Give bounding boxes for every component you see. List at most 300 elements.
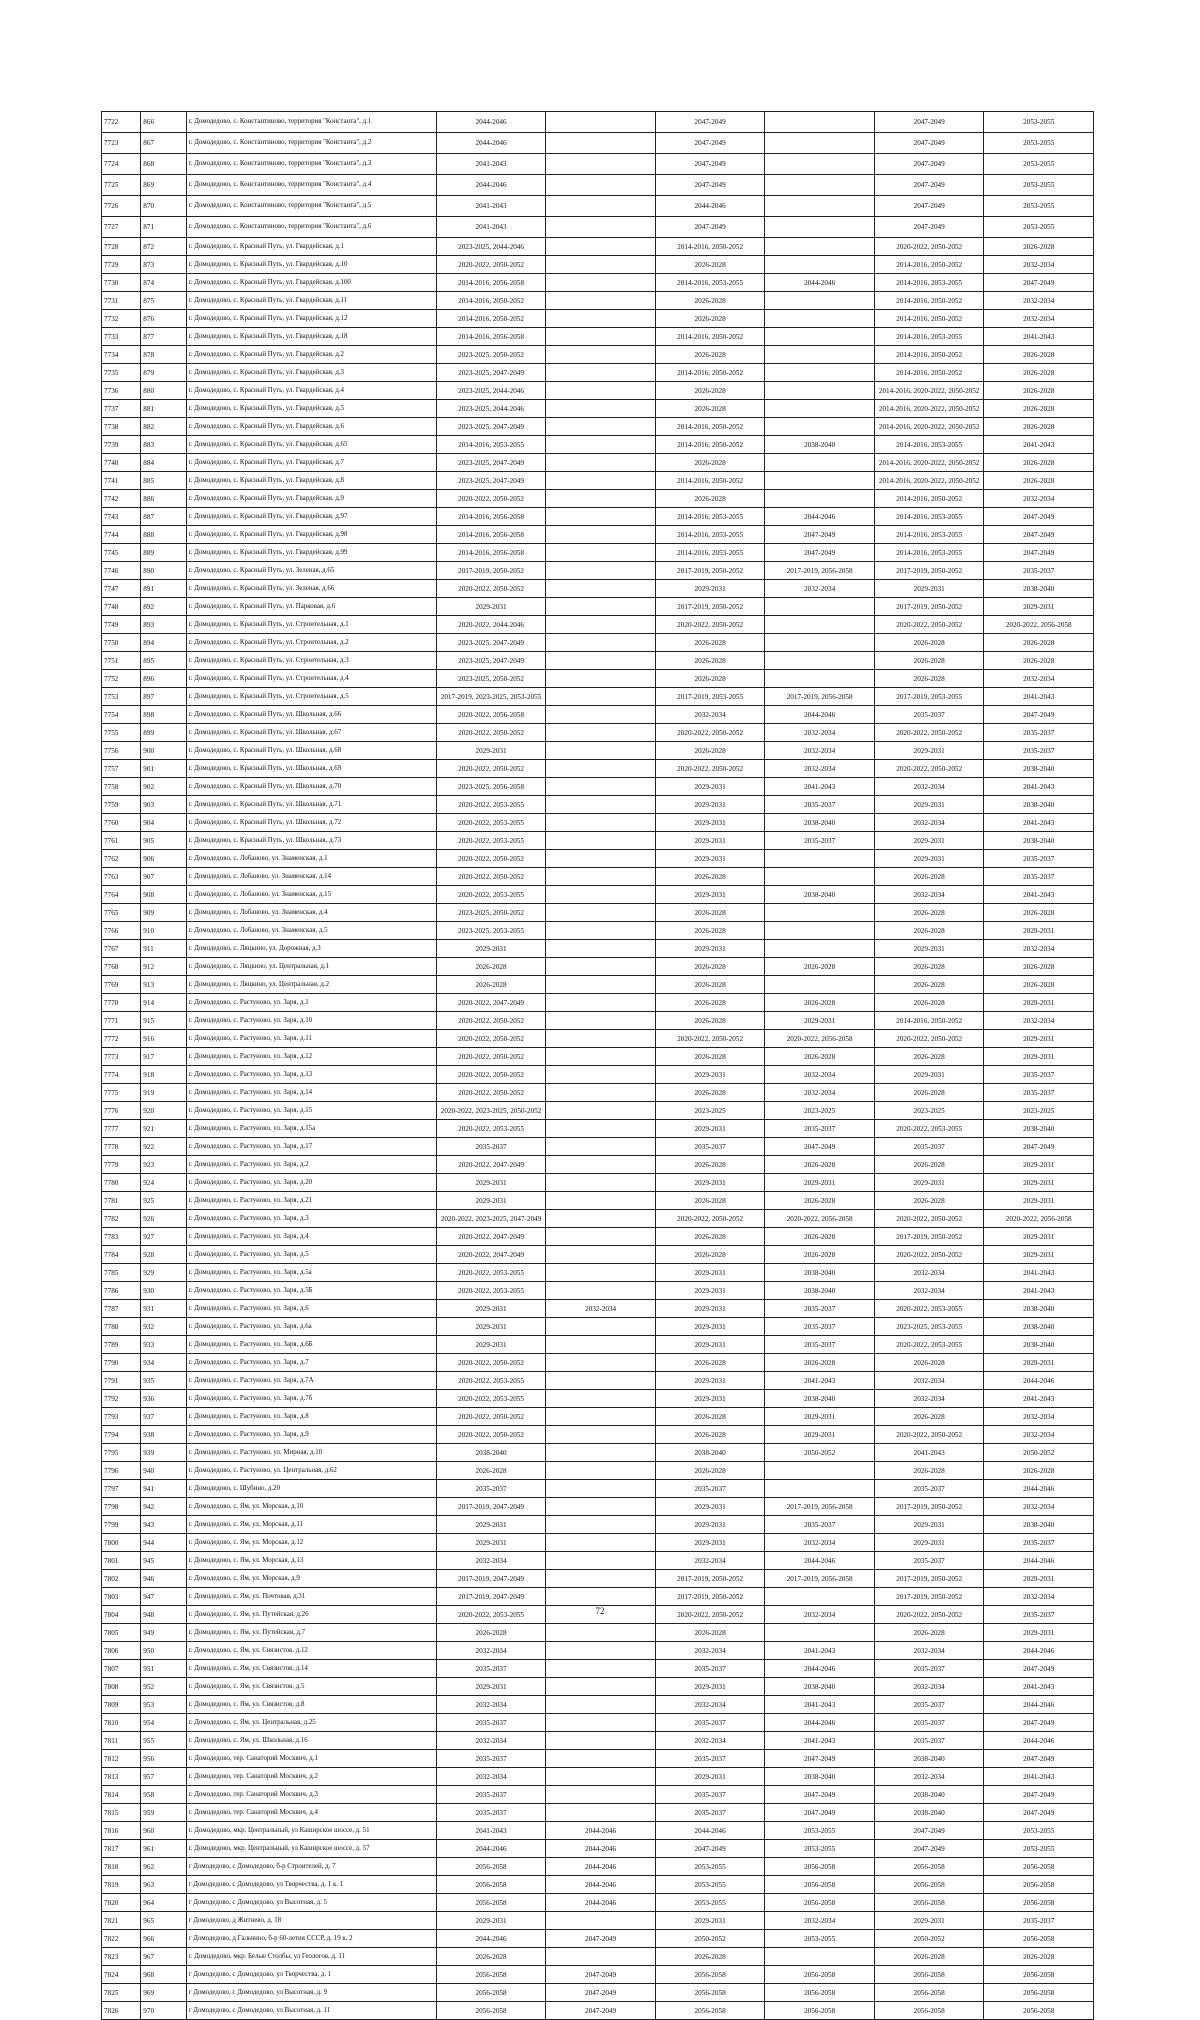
period-cell-1: 2020-2022, 2050-2052 (436, 1030, 546, 1048)
sub-index-cell: 938 (141, 1426, 186, 1444)
period-cell-6: 2035-2037 (984, 1066, 1094, 1084)
period-cell-6: 2041-2043 (984, 328, 1094, 346)
period-cell-2 (546, 1552, 656, 1570)
row-index-cell: 7740 (102, 454, 141, 472)
sub-index-cell: 924 (141, 1174, 186, 1192)
period-cell-5: 2017-2019, 2050-2052 (874, 1498, 984, 1516)
period-cell-2 (546, 1534, 656, 1552)
period-cell-4 (765, 1624, 875, 1642)
address-cell: г. Домодедово, с. Ям, ул. Центральная, д.25 (186, 1714, 436, 1732)
table-row (102, 1498, 1094, 1516)
sub-index-cell: 909 (141, 904, 186, 922)
sub-index-cell: 867 (141, 133, 186, 154)
address-cell: г. Домодедово, с. Ям, ул. Путейская, д.7 (186, 1624, 436, 1642)
period-cell-1: 2056-2058 (436, 1858, 546, 1876)
address-cell: г. Домодедово, с. Лобаново, ул. Знаменская, д.1 (186, 850, 436, 868)
address-cell: г. Домодедово, с. Красный Путь, ул. Зеленая, д.66 (186, 580, 436, 598)
address-cell: г. Домодедово, с. Растуново, ул. Заря, д.6а (186, 1318, 436, 1336)
period-cell-1: 2020-2022, 2047-2049 (436, 1228, 546, 1246)
period-cell-1: 2044-2046 (436, 175, 546, 196)
table-row (102, 1318, 1094, 1336)
period-cell-3: 2014-2016, 2053-2055 (655, 544, 765, 562)
period-cell-5: 2047-2049 (874, 217, 984, 238)
period-cell-4: 2032-2034 (765, 1084, 875, 1102)
period-cell-1: 2023-2025, 2044-2046 (436, 382, 546, 400)
sub-index-cell: 884 (141, 454, 186, 472)
period-cell-4: 2029-2031 (765, 1174, 875, 1192)
period-cell-5: 2020-2022, 2050-2052 (874, 1606, 984, 1624)
row-index-cell: 7785 (102, 1264, 141, 1282)
period-cell-3: 2020-2022, 2050-2052 (655, 724, 765, 742)
period-cell-3: 2026-2028 (655, 1948, 765, 1966)
table-row (102, 1642, 1094, 1660)
period-cell-4: 2035-2037 (765, 1318, 875, 1336)
address-cell: г. Домодедово, с. Ям, ул. Связистов, д.8 (186, 1696, 436, 1714)
period-cell-2 (546, 796, 656, 814)
period-cell-5: 2026-2028 (874, 976, 984, 994)
period-cell-6: 2032-2034 (984, 1012, 1094, 1030)
row-index-cell: 7794 (102, 1426, 141, 1444)
period-cell-5: 2014-2016, 2050-2052 (874, 1012, 984, 1030)
address-cell: г. Домодедово, с. Растуново, ул. Заря, д.10 (186, 1012, 436, 1030)
period-cell-4 (765, 976, 875, 994)
row-index-cell: 7823 (102, 1948, 141, 1966)
period-cell-4: 2038-2040 (765, 1390, 875, 1408)
sub-index-cell: 923 (141, 1156, 186, 1174)
period-cell-1: 2035-2037 (436, 1804, 546, 1822)
table-row (102, 1138, 1094, 1156)
period-cell-5: 2017-2019, 2050-2052 (874, 1570, 984, 1588)
period-cell-3: 2035-2037 (655, 1138, 765, 1156)
table-row (102, 688, 1094, 706)
sub-index-cell: 939 (141, 1444, 186, 1462)
address-cell: г. Домодедово, мкр. Центральный, ул Каширское шоссе, д. 57 (186, 1840, 436, 1858)
period-cell-2 (546, 1786, 656, 1804)
period-cell-3: 2014-2016, 2050-2052 (655, 418, 765, 436)
table-row (102, 2002, 1094, 2020)
period-cell-4 (765, 652, 875, 670)
period-cell-5: 2026-2028 (874, 922, 984, 940)
row-index-cell: 7772 (102, 1030, 141, 1048)
period-cell-4: 2026-2028 (765, 1246, 875, 1264)
row-index-cell: 7753 (102, 688, 141, 706)
row-index-cell: 7801 (102, 1552, 141, 1570)
period-cell-4: 2035-2037 (765, 796, 875, 814)
row-index-cell: 7756 (102, 742, 141, 760)
period-cell-6: 2020-2022, 2056-2058 (984, 616, 1094, 634)
period-cell-5: 2047-2049 (874, 196, 984, 217)
period-cell-3: 2026-2028 (655, 958, 765, 976)
row-index-cell: 7761 (102, 832, 141, 850)
period-cell-6: 2026-2028 (984, 904, 1094, 922)
period-cell-5: 2035-2037 (874, 1714, 984, 1732)
period-cell-2 (546, 1750, 656, 1768)
period-cell-5: 2035-2037 (874, 1480, 984, 1498)
period-cell-5: 2026-2028 (874, 634, 984, 652)
period-cell-4: 2032-2034 (765, 724, 875, 742)
period-cell-2: 2044-2046 (546, 1858, 656, 1876)
period-cell-1: 2014-2016, 2056-2058 (436, 274, 546, 292)
address-cell: г. Домодедово, с. Растуново, ул. Заря, д.13 (186, 1066, 436, 1084)
table-row (102, 418, 1094, 436)
period-cell-1: 2029-2031 (436, 1678, 546, 1696)
period-cell-1: 2056-2058 (436, 1966, 546, 1984)
sub-index-cell: 875 (141, 292, 186, 310)
sub-index-cell: 951 (141, 1660, 186, 1678)
period-cell-4: 2038-2040 (765, 886, 875, 904)
address-cell: г. Домодедово, с. Растуново, ул. Заря, д.17 (186, 1138, 436, 1156)
table-row (102, 526, 1094, 544)
period-cell-3: 2029-2031 (655, 1912, 765, 1930)
table-row (102, 400, 1094, 418)
period-cell-4 (765, 454, 875, 472)
period-cell-3: 2047-2049 (655, 112, 765, 133)
row-index-cell: 7747 (102, 580, 141, 598)
period-cell-6: 2047-2049 (984, 706, 1094, 724)
period-cell-4 (765, 634, 875, 652)
period-cell-1: 2020-2022, 2053-2055 (436, 1120, 546, 1138)
row-index-cell: 7757 (102, 760, 141, 778)
period-cell-3: 2029-2031 (655, 940, 765, 958)
address-cell: г. Домодедово, с. Красный Путь, ул. Гвардейская, д.10 (186, 256, 436, 274)
period-cell-6: 2044-2046 (984, 1552, 1094, 1570)
period-cell-2 (546, 274, 656, 292)
table-row (102, 1012, 1094, 1030)
period-cell-2 (546, 976, 656, 994)
period-cell-6: 2029-2031 (984, 994, 1094, 1012)
period-cell-6: 2041-2043 (984, 1768, 1094, 1786)
row-index-cell: 7731 (102, 292, 141, 310)
period-cell-2 (546, 1228, 656, 1246)
period-cell-5: 2014-2016, 2020-2022, 2050-2052 (874, 418, 984, 436)
sub-index-cell: 898 (141, 706, 186, 724)
period-cell-2 (546, 1768, 656, 1786)
period-cell-1: 2023-2025, 2056-2058 (436, 778, 546, 796)
period-cell-6: 2026-2028 (984, 652, 1094, 670)
table-row (102, 154, 1094, 175)
address-cell: г. Домодедово, с. Красный Путь, ул. Строительная, д.2 (186, 634, 436, 652)
period-cell-1: 2032-2034 (436, 1642, 546, 1660)
period-cell-3: 2014-2016, 2053-2055 (655, 526, 765, 544)
period-cell-3: 2026-2028 (655, 1246, 765, 1264)
address-cell: г. Домодедово, с. Красный Путь, ул. Гвардейская, д.4 (186, 382, 436, 400)
row-index-cell: 7748 (102, 598, 141, 616)
period-cell-4: 2047-2049 (765, 1750, 875, 1768)
period-cell-4: 2026-2028 (765, 1048, 875, 1066)
period-cell-3: 2044-2046 (655, 1822, 765, 1840)
period-cell-3: 2053-2055 (655, 1894, 765, 1912)
period-cell-5: 2047-2049 (874, 175, 984, 196)
table-row (102, 1048, 1094, 1066)
period-cell-2 (546, 382, 656, 400)
address-cell: г. Домодедово, с. Растуново, ул. Заря, д.5 (186, 1246, 436, 1264)
period-cell-4 (765, 850, 875, 868)
address-schedule-table (101, 111, 1094, 2020)
table-row (102, 1174, 1094, 1192)
period-cell-5: 2032-2034 (874, 1390, 984, 1408)
period-cell-3: 2035-2037 (655, 1660, 765, 1678)
address-cell: г. Домодедово, с. Красный Путь, ул. Зеленая, д.65 (186, 562, 436, 580)
period-cell-4: 2041-2043 (765, 1732, 875, 1750)
period-cell-2 (546, 688, 656, 706)
period-cell-6: 2044-2046 (984, 1732, 1094, 1750)
table-row (102, 868, 1094, 886)
address-cell: г. Домодедово, тер. Санаторий Москвич, д.4 (186, 1804, 436, 1822)
sub-index-cell: 907 (141, 868, 186, 886)
table-row (102, 1426, 1094, 1444)
period-cell-1: 2023-2025, 2050-2052 (436, 904, 546, 922)
period-cell-3: 2029-2031 (655, 1372, 765, 1390)
table-row (102, 616, 1094, 634)
sub-index-cell: 942 (141, 1498, 186, 1516)
period-cell-4: 2056-2058 (765, 1858, 875, 1876)
period-cell-1: 2014-2016, 2050-2052 (436, 292, 546, 310)
period-cell-2 (546, 346, 656, 364)
period-cell-2 (546, 1948, 656, 1966)
table-row (102, 1120, 1094, 1138)
period-cell-5: 2020-2022, 2050-2052 (874, 760, 984, 778)
period-cell-2 (546, 652, 656, 670)
period-cell-3: 2026-2028 (655, 1192, 765, 1210)
table-row (102, 175, 1094, 196)
address-cell: г. Домодедово, с. Красный Путь, ул. Школьная, д.66 (186, 706, 436, 724)
row-index-cell: 7824 (102, 1966, 141, 1984)
address-cell: г. Домодедово, с. Константиново, территория "Константа", д.1 (186, 112, 436, 133)
period-cell-4: 2047-2049 (765, 1786, 875, 1804)
period-cell-1: 2041-2043 (436, 1822, 546, 1840)
period-cell-5: 2026-2028 (874, 1624, 984, 1642)
table-row (102, 1840, 1094, 1858)
sub-index-cell: 949 (141, 1624, 186, 1642)
period-cell-1: 2020-2022, 2053-2055 (436, 1606, 546, 1624)
period-cell-5: 2035-2037 (874, 1732, 984, 1750)
period-cell-5: 2032-2034 (874, 778, 984, 796)
address-cell: г. Домодедово, с. Красный Путь, ул. Гвардейская, д.100 (186, 274, 436, 292)
period-cell-5: 2038-2040 (874, 1804, 984, 1822)
period-cell-5: 2020-2022, 2050-2052 (874, 1426, 984, 1444)
period-cell-5: 2026-2028 (874, 1354, 984, 1372)
row-index-cell: 7815 (102, 1804, 141, 1822)
period-cell-1: 2023-2025, 2047-2049 (436, 634, 546, 652)
period-cell-2 (546, 742, 656, 760)
address-cell: г. Домодедово, мкр. Центральный, ул Каширское шоссе, д. 51 (186, 1822, 436, 1840)
period-cell-5: 2014-2016, 2050-2052 (874, 256, 984, 274)
row-index-cell: 7768 (102, 958, 141, 976)
sub-index-cell: 937 (141, 1408, 186, 1426)
period-cell-6: 2053-2055 (984, 217, 1094, 238)
address-cell: г. Домодедово, с. Красный Путь, ул. Гвардейская, д.3 (186, 364, 436, 382)
period-cell-3: 2050-2052 (655, 1930, 765, 1948)
period-cell-2 (546, 1912, 656, 1930)
period-cell-2: 2044-2046 (546, 1840, 656, 1858)
sub-index-cell: 956 (141, 1750, 186, 1768)
table-row (102, 310, 1094, 328)
row-index-cell: 7754 (102, 706, 141, 724)
table-row (102, 1822, 1094, 1840)
period-cell-1: 2044-2046 (436, 112, 546, 133)
address-cell: г Домодедово, с Домодедово, ул Творчества, д. 1 к. 1 (186, 1876, 436, 1894)
period-cell-3: 2029-2031 (655, 850, 765, 868)
sub-index-cell: 910 (141, 922, 186, 940)
period-cell-2: 2044-2046 (546, 1876, 656, 1894)
period-cell-6: 2032-2034 (984, 292, 1094, 310)
sub-index-cell: 885 (141, 472, 186, 490)
address-cell: г. Домодедово, тер. Санаторий Москвич, д.1 (186, 1750, 436, 1768)
table-row (102, 994, 1094, 1012)
period-cell-5: 2029-2031 (874, 1066, 984, 1084)
sub-index-cell: 908 (141, 886, 186, 904)
row-index-cell: 7774 (102, 1066, 141, 1084)
period-cell-1: 2044-2046 (436, 1930, 546, 1948)
table-row (102, 1516, 1094, 1534)
period-cell-6: 2044-2046 (984, 1642, 1094, 1660)
period-cell-1: 2056-2058 (436, 1876, 546, 1894)
address-cell: г. Домодедово, с. Ям, ул. Связистов, д.12 (186, 1642, 436, 1660)
address-cell: г Домодедово, с Домодедово, ул Высотная, д. 11 (186, 2002, 436, 2020)
period-cell-1: 2020-2022, 2023-2025, 2050-2052 (436, 1102, 546, 1120)
table-row (102, 196, 1094, 217)
period-cell-6: 2053-2055 (984, 1822, 1094, 1840)
row-index-cell: 7791 (102, 1372, 141, 1390)
period-cell-5: 2017-2019, 2053-2055 (874, 688, 984, 706)
period-cell-5: 2029-2031 (874, 580, 984, 598)
address-cell: г. Домодедово, с. Ям, ул. Морская, д.11 (186, 1516, 436, 1534)
sub-index-cell: 917 (141, 1048, 186, 1066)
sub-index-cell: 930 (141, 1282, 186, 1300)
period-cell-4: 2026-2028 (765, 1192, 875, 1210)
table-row (102, 922, 1094, 940)
period-cell-1: 2029-2031 (436, 1192, 546, 1210)
row-index-cell: 7817 (102, 1840, 141, 1858)
table-row (102, 1552, 1094, 1570)
table-row (102, 508, 1094, 526)
table-row (102, 292, 1094, 310)
period-cell-1: 2035-2037 (436, 1660, 546, 1678)
sub-index-cell: 913 (141, 976, 186, 994)
table-body (102, 112, 1094, 2020)
table-row (102, 133, 1094, 154)
sub-index-cell: 957 (141, 1768, 186, 1786)
period-cell-2 (546, 1732, 656, 1750)
sub-index-cell: 946 (141, 1570, 186, 1588)
period-cell-5: 2020-2022, 2050-2052 (874, 1246, 984, 1264)
period-cell-3: 2053-2055 (655, 1858, 765, 1876)
table-row (102, 217, 1094, 238)
period-cell-5: 2035-2037 (874, 1660, 984, 1678)
row-index-cell: 7787 (102, 1300, 141, 1318)
address-cell: г. Домодедово, с. Константиново, территория "Константа", д.2 (186, 133, 436, 154)
row-index-cell: 7818 (102, 1858, 141, 1876)
period-cell-4 (765, 346, 875, 364)
period-cell-4 (765, 154, 875, 175)
row-index-cell: 7738 (102, 418, 141, 436)
row-index-cell: 7746 (102, 562, 141, 580)
period-cell-4 (765, 1462, 875, 1480)
table-row (102, 274, 1094, 292)
address-cell: г. Домодедово, с. Ям, ул. Связистов, д.5 (186, 1678, 436, 1696)
period-cell-1: 2038-2040 (436, 1444, 546, 1462)
period-cell-4: 2053-2055 (765, 1822, 875, 1840)
period-cell-3: 2029-2031 (655, 1534, 765, 1552)
address-cell: г. Домодедово, с. Красный Путь, ул. Гвардейская, д.9 (186, 490, 436, 508)
period-cell-6: 2029-2031 (984, 1030, 1094, 1048)
period-cell-4: 2044-2046 (765, 274, 875, 292)
period-cell-2 (546, 526, 656, 544)
period-cell-2 (546, 364, 656, 382)
address-cell: г. Домодедово, с. Ям, ул. Морская, д.13 (186, 1552, 436, 1570)
period-cell-3: 2026-2028 (655, 454, 765, 472)
period-cell-4: 2032-2034 (765, 1912, 875, 1930)
period-cell-2 (546, 1714, 656, 1732)
period-cell-2 (546, 310, 656, 328)
row-index-cell: 7809 (102, 1696, 141, 1714)
period-cell-2 (546, 958, 656, 976)
sub-index-cell: 899 (141, 724, 186, 742)
period-cell-4 (765, 328, 875, 346)
period-cell-5: 2017-2019, 2050-2052 (874, 1228, 984, 1246)
period-cell-5: 2029-2031 (874, 742, 984, 760)
period-cell-3: 2014-2016, 2053-2055 (655, 274, 765, 292)
sub-index-cell: 866 (141, 112, 186, 133)
period-cell-5: 2056-2058 (874, 1984, 984, 2002)
sub-index-cell: 967 (141, 1948, 186, 1966)
sub-index-cell: 892 (141, 598, 186, 616)
row-index-cell: 7732 (102, 310, 141, 328)
period-cell-5: 2029-2031 (874, 1174, 984, 1192)
period-cell-3: 2026-2028 (655, 256, 765, 274)
period-cell-5: 2023-2025 (874, 1102, 984, 1120)
period-cell-4 (765, 904, 875, 922)
period-cell-5: 2026-2028 (874, 1048, 984, 1066)
address-cell: г. Домодедово, с. Красный Путь, ул. Строительная, д.5 (186, 688, 436, 706)
period-cell-6: 2029-2031 (984, 1156, 1094, 1174)
period-cell-4: 2047-2049 (765, 1804, 875, 1822)
period-cell-2 (546, 175, 656, 196)
period-cell-2 (546, 1642, 656, 1660)
period-cell-2 (546, 670, 656, 688)
period-cell-3: 2032-2034 (655, 1642, 765, 1660)
period-cell-1: 2029-2031 (436, 1300, 546, 1318)
address-cell: г. Домодедово, с. Ляцкино, ул. Центральная, д.2 (186, 976, 436, 994)
row-index-cell: 7826 (102, 2002, 141, 2020)
table-row (102, 1462, 1094, 1480)
period-cell-4 (765, 196, 875, 217)
period-cell-5: 2032-2034 (874, 1768, 984, 1786)
table-row (102, 1912, 1094, 1930)
period-cell-4: 2035-2037 (765, 832, 875, 850)
address-cell: г. Домодедово, с. Красный Путь, ул. Гвардейская, д.12 (186, 310, 436, 328)
address-cell: г. Домодедово, с. Константиново, территория "Константа", д.3 (186, 154, 436, 175)
period-cell-3: 2029-2031 (655, 814, 765, 832)
period-cell-3: 2026-2028 (655, 1462, 765, 1480)
row-index-cell: 7822 (102, 1930, 141, 1948)
row-index-cell: 7792 (102, 1390, 141, 1408)
table-row (102, 472, 1094, 490)
period-cell-2 (546, 1336, 656, 1354)
period-cell-1: 2026-2028 (436, 976, 546, 994)
period-cell-2 (546, 196, 656, 217)
period-cell-6: 2035-2037 (984, 868, 1094, 886)
period-cell-4: 2038-2040 (765, 1768, 875, 1786)
period-cell-6: 2053-2055 (984, 154, 1094, 175)
period-cell-3: 2026-2028 (655, 904, 765, 922)
table-row (102, 1858, 1094, 1876)
sub-index-cell: 912 (141, 958, 186, 976)
period-cell-2 (546, 1174, 656, 1192)
period-cell-4: 2026-2028 (765, 1156, 875, 1174)
period-cell-1: 2029-2031 (436, 1912, 546, 1930)
period-cell-3: 2038-2040 (655, 1444, 765, 1462)
